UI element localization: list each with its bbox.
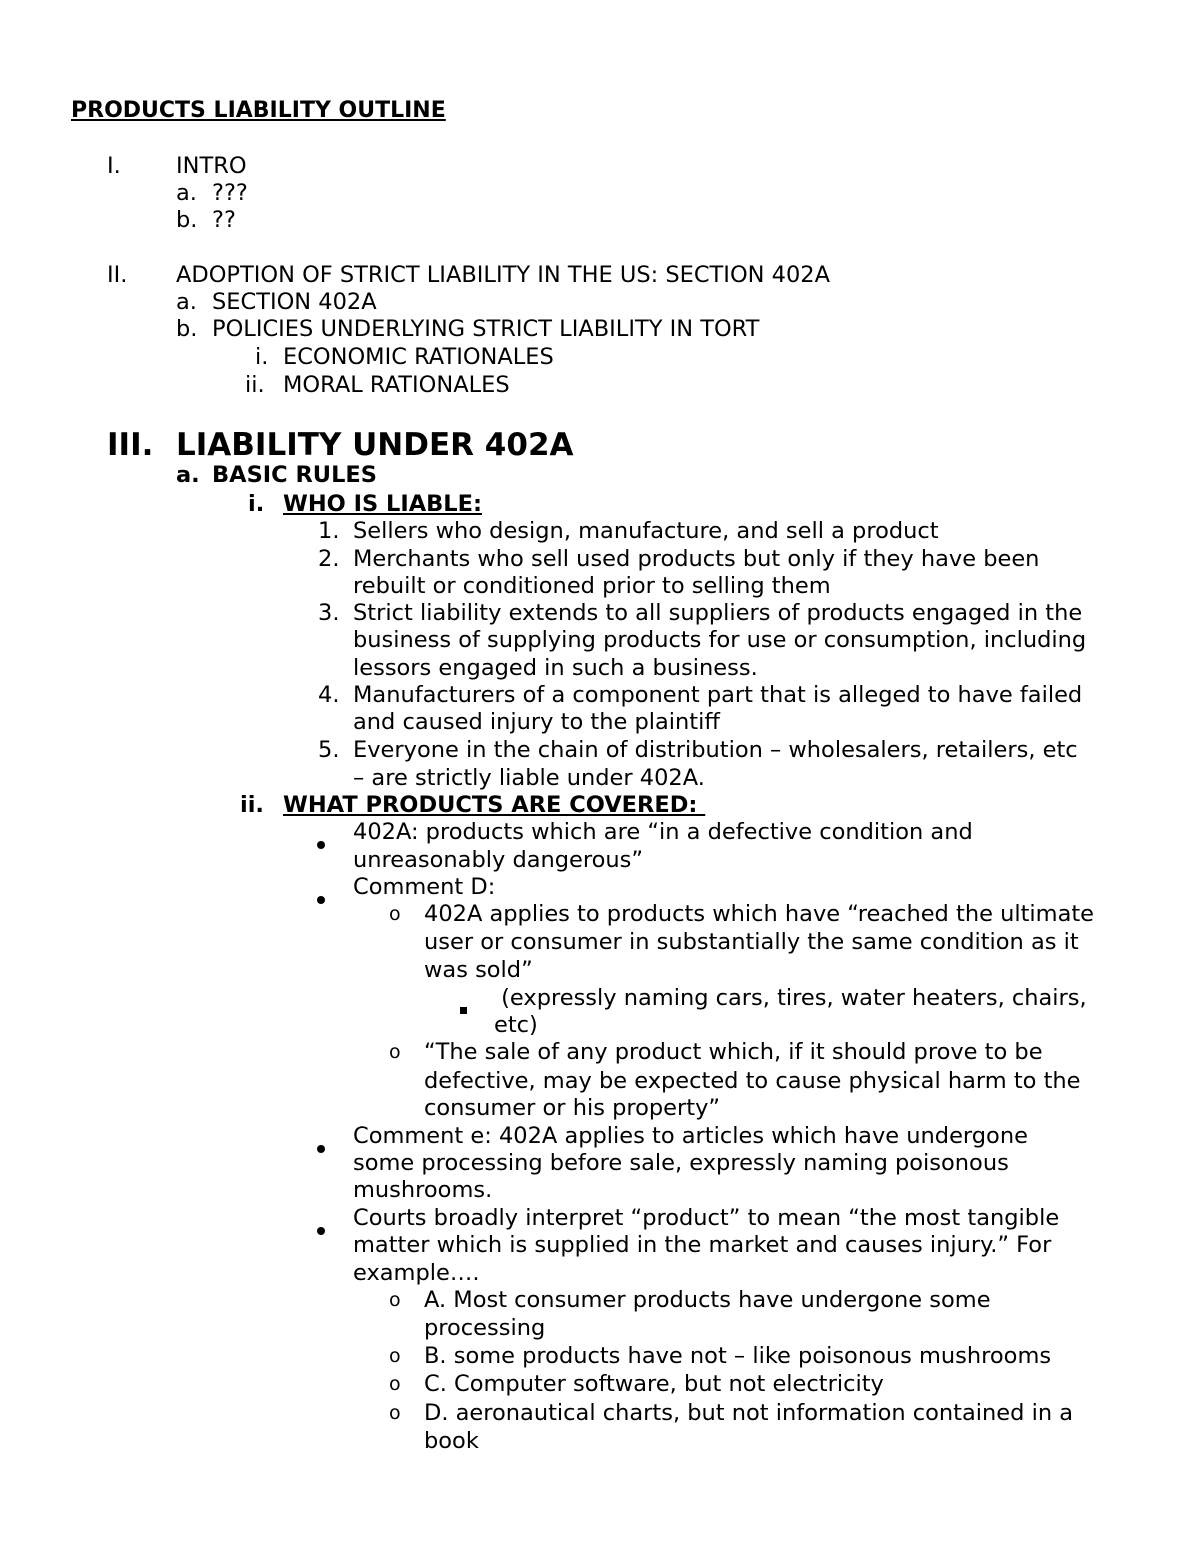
item-text: Sellers who design, manufacture, and sell a product bbox=[353, 518, 939, 544]
item-text: SECTION 402A bbox=[212, 289, 377, 315]
item-text-continued: was sold” bbox=[424, 957, 533, 983]
bullet-dot bbox=[317, 1215, 325, 1242]
item-text: B. some products have not – like poisonous mushrooms bbox=[424, 1343, 1052, 1369]
item-text: 402A: products which are “in a defective condition and bbox=[353, 819, 973, 845]
item-text-continued: processing bbox=[424, 1315, 546, 1341]
item-marker: a. bbox=[176, 462, 200, 488]
circle-bullet-icon: o bbox=[389, 1041, 401, 1063]
circle-bullet-icon: o bbox=[389, 1345, 401, 1367]
document-title: PRODUCTS LIABILITY OUTLINE bbox=[71, 98, 446, 123]
item-marker: b. bbox=[176, 316, 198, 342]
item-text: Courts broadly interpret “product” to mean “the most tangible bbox=[353, 1205, 1060, 1231]
item-marker: 2. bbox=[318, 546, 340, 572]
section-3-marker: III. bbox=[107, 427, 154, 463]
item-text-continued: example…. bbox=[353, 1260, 480, 1286]
item-marker: 1. bbox=[318, 518, 340, 544]
item-marker: i. bbox=[248, 491, 265, 517]
section-3-heading: LIABILITY UNDER 402A bbox=[176, 427, 574, 463]
item-text: Manufacturers of a component part that is alleged to have failed bbox=[353, 682, 1083, 708]
bullet-dot bbox=[317, 829, 325, 856]
item-text-continued: and caused injury to the plaintiff bbox=[353, 709, 720, 735]
item-text-continued: consumer or his property” bbox=[424, 1095, 721, 1121]
circle-bullet-icon: o bbox=[389, 903, 401, 925]
item-marker: i. bbox=[255, 344, 269, 370]
item-text: Everyone in the chain of distribution – wholesalers, retailers, etc bbox=[353, 737, 1078, 763]
item-text: POLICIES UNDERLYING STRICT LIABILITY IN TORT bbox=[212, 316, 760, 342]
item-text: ?? bbox=[212, 207, 236, 233]
item-text-continued: mushrooms. bbox=[353, 1177, 493, 1203]
who-is-liable-heading: WHO IS LIABLE: bbox=[283, 491, 482, 517]
item-text: Comment D: bbox=[353, 874, 496, 900]
circle-bullet-icon: o bbox=[389, 1402, 401, 1424]
section-1-heading: INTRO bbox=[176, 153, 247, 179]
item-text: ECONOMIC RATIONALES bbox=[283, 344, 554, 370]
item-text: ??? bbox=[212, 180, 248, 206]
item-text: MORAL RATIONALES bbox=[283, 372, 510, 398]
item-text-continued: matter which is supplied in the market and causes injury.” For bbox=[353, 1232, 1052, 1258]
section-1-marker: I. bbox=[107, 153, 121, 179]
bullet-dot bbox=[317, 884, 325, 911]
item-marker: 5. bbox=[318, 737, 340, 763]
item-text-continued: etc) bbox=[494, 1012, 538, 1038]
what-products-heading: WHAT PRODUCTS ARE COVERED: bbox=[283, 792, 706, 818]
item-text-continued: some processing before sale, expressly naming poisonous bbox=[353, 1150, 1009, 1176]
circle-bullet-icon: o bbox=[389, 1373, 401, 1395]
item-marker: a. bbox=[176, 180, 197, 206]
bullet-dot bbox=[317, 1133, 325, 1160]
item-text: 402A applies to products which have “reached the ultimate bbox=[424, 901, 1095, 927]
item-text: “The sale of any product which, if it should prove to be bbox=[424, 1039, 1043, 1065]
item-text-continued: defective, may be expected to cause physical harm to the bbox=[424, 1068, 1081, 1094]
item-text: Strict liability extends to all suppliers of products engaged in the bbox=[353, 600, 1083, 626]
section-2-marker: II. bbox=[107, 262, 128, 288]
item-text: BASIC RULES bbox=[212, 462, 377, 488]
item-text: Merchants who sell used products but only if they have been bbox=[353, 546, 1040, 572]
item-marker: 3. bbox=[318, 600, 340, 626]
item-text-continued: book bbox=[424, 1428, 479, 1454]
circle-bullet-icon: o bbox=[389, 1289, 401, 1311]
item-text-continued: unreasonably dangerous” bbox=[353, 847, 644, 873]
item-marker: a. bbox=[176, 289, 197, 315]
item-marker: 4. bbox=[318, 682, 340, 708]
section-2-heading: ADOPTION OF STRICT LIABILITY IN THE US: SECTION 402A bbox=[176, 262, 830, 288]
item-marker: ii. bbox=[240, 792, 264, 818]
item-text: D. aeronautical charts, but not information contained in a bbox=[424, 1400, 1074, 1426]
item-marker: ii. bbox=[245, 372, 265, 398]
square-bullet-icon bbox=[460, 994, 467, 1021]
item-text-continued: business of supplying products for use or consumption, including bbox=[353, 627, 1087, 653]
item-text-continued: rebuilt or conditioned prior to selling them bbox=[353, 573, 831, 599]
item-text: Comment e: 402A applies to articles which have undergone bbox=[353, 1123, 1028, 1149]
item-text-continued: – are strictly liable under 402A. bbox=[353, 765, 705, 791]
item-text: A. Most consumer products have undergone some bbox=[424, 1287, 991, 1313]
item-text: (expressly naming cars, tires, water heaters, chairs, bbox=[494, 985, 1087, 1011]
item-text: C. Computer software, but not electricity bbox=[424, 1371, 884, 1397]
item-marker: b. bbox=[176, 207, 198, 233]
item-text-continued: lessors engaged in such a business. bbox=[353, 655, 758, 681]
item-text-continued: user or consumer in substantially the same condition as it bbox=[424, 929, 1079, 955]
